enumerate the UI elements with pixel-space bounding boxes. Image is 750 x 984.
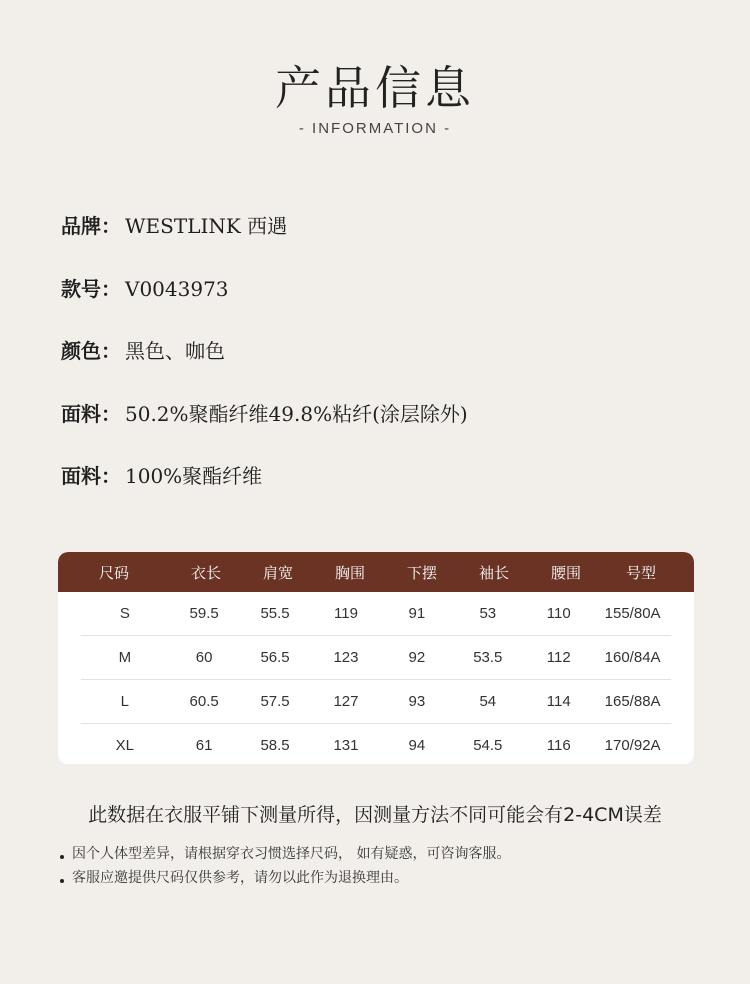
note-text: 客服应邀提供尺码仅供参考，请勿以此作为退换理由。 <box>72 870 408 886</box>
table-cell: 123 <box>333 649 359 666</box>
table-cell: 56.5 <box>260 649 290 666</box>
table-cell: 54.5 <box>473 737 503 754</box>
table-cell: 165/88A <box>604 693 661 710</box>
table-cell: 57.5 <box>260 693 290 710</box>
info-value: WESTLINK 西遇 <box>125 214 288 238</box>
info-row-fabric <box>61 400 701 463</box>
table-cell: 61 <box>195 737 213 754</box>
info-label: 面料： <box>61 464 121 488</box>
page-subtitle: - INFORMATION - <box>298 120 452 137</box>
column-header: 袖长 <box>478 563 509 582</box>
table-cell: 119 <box>334 605 358 622</box>
table-cell: S <box>119 605 130 622</box>
table-row <box>81 724 671 764</box>
table-cell: 92 <box>408 649 426 666</box>
table-cell: 112 <box>546 649 571 666</box>
note-item <box>60 866 720 890</box>
info-row-style-number <box>61 275 701 338</box>
column-header: 肩宽 <box>262 563 293 582</box>
table-cell: 155/80A <box>604 605 661 622</box>
table-cell: 131 <box>333 737 359 754</box>
table-cell: 114 <box>546 693 571 710</box>
table-cell: 160/84A <box>604 649 661 666</box>
column-header: 下摆 <box>406 563 437 582</box>
page-title: 产品信息 <box>275 61 475 115</box>
table-row <box>81 680 671 724</box>
info-label: 款号： <box>61 276 121 301</box>
info-row-color <box>61 337 701 400</box>
info-value: 100%聚酯纤维 <box>125 464 263 488</box>
table-cell: 110 <box>546 605 571 622</box>
column-header: 腰围 <box>550 563 581 582</box>
info-label: 品牌： <box>61 214 121 238</box>
column-header: 尺码 <box>98 563 129 582</box>
table-cell: 116 <box>546 737 571 754</box>
table-body <box>58 592 694 764</box>
table-cell: L <box>120 693 129 710</box>
table-cell: M <box>118 649 132 666</box>
info-value: V0043973 <box>125 276 229 301</box>
table-cell: 53 <box>479 605 497 622</box>
table-header <box>58 552 694 592</box>
info-label: 颜色： <box>61 339 121 363</box>
table-row <box>81 592 671 636</box>
info-value: 黑色、咖色 <box>125 339 225 363</box>
table-cell: 55.5 <box>260 605 290 622</box>
size-table <box>58 552 694 764</box>
table-cell: 93 <box>408 693 426 710</box>
note-item <box>60 842 720 866</box>
measurement-note: 此数据在衣服平铺下测量所得，因测量方法不同可能会有2-4CM误差 <box>88 804 662 826</box>
info-row-brand <box>61 212 701 275</box>
table-cell: 59.5 <box>189 605 219 622</box>
column-header: 衣长 <box>190 563 221 582</box>
table-cell: 58.5 <box>260 737 290 754</box>
info-value: 50.2%聚酯纤维49.8%粘纤(涂层除外) <box>125 401 468 426</box>
column-header: 胸围 <box>334 563 365 582</box>
info-label: 面料： <box>61 401 121 426</box>
note-list <box>60 842 720 890</box>
table-cell: 54 <box>479 693 497 710</box>
table-cell: 170/92A <box>604 737 661 754</box>
table-cell: 127 <box>333 693 359 710</box>
info-row-fabric-2 <box>61 462 701 525</box>
table-cell: 94 <box>408 737 426 754</box>
table-cell: 60.5 <box>189 693 219 710</box>
bullet-icon <box>60 855 64 859</box>
column-header: 号型 <box>625 563 656 582</box>
table-row <box>81 636 671 680</box>
table-cell: XL <box>115 737 134 754</box>
bullet-icon <box>60 879 64 883</box>
table-cell: 53.5 <box>473 649 503 666</box>
product-info-list <box>61 212 701 525</box>
table-cell: 91 <box>408 605 426 622</box>
note-text: 因个人体型差异，请根据穿衣习惯选择尺码， 如有疑惑，可咨询客服。 <box>72 846 511 862</box>
table-cell: 60 <box>195 649 213 666</box>
